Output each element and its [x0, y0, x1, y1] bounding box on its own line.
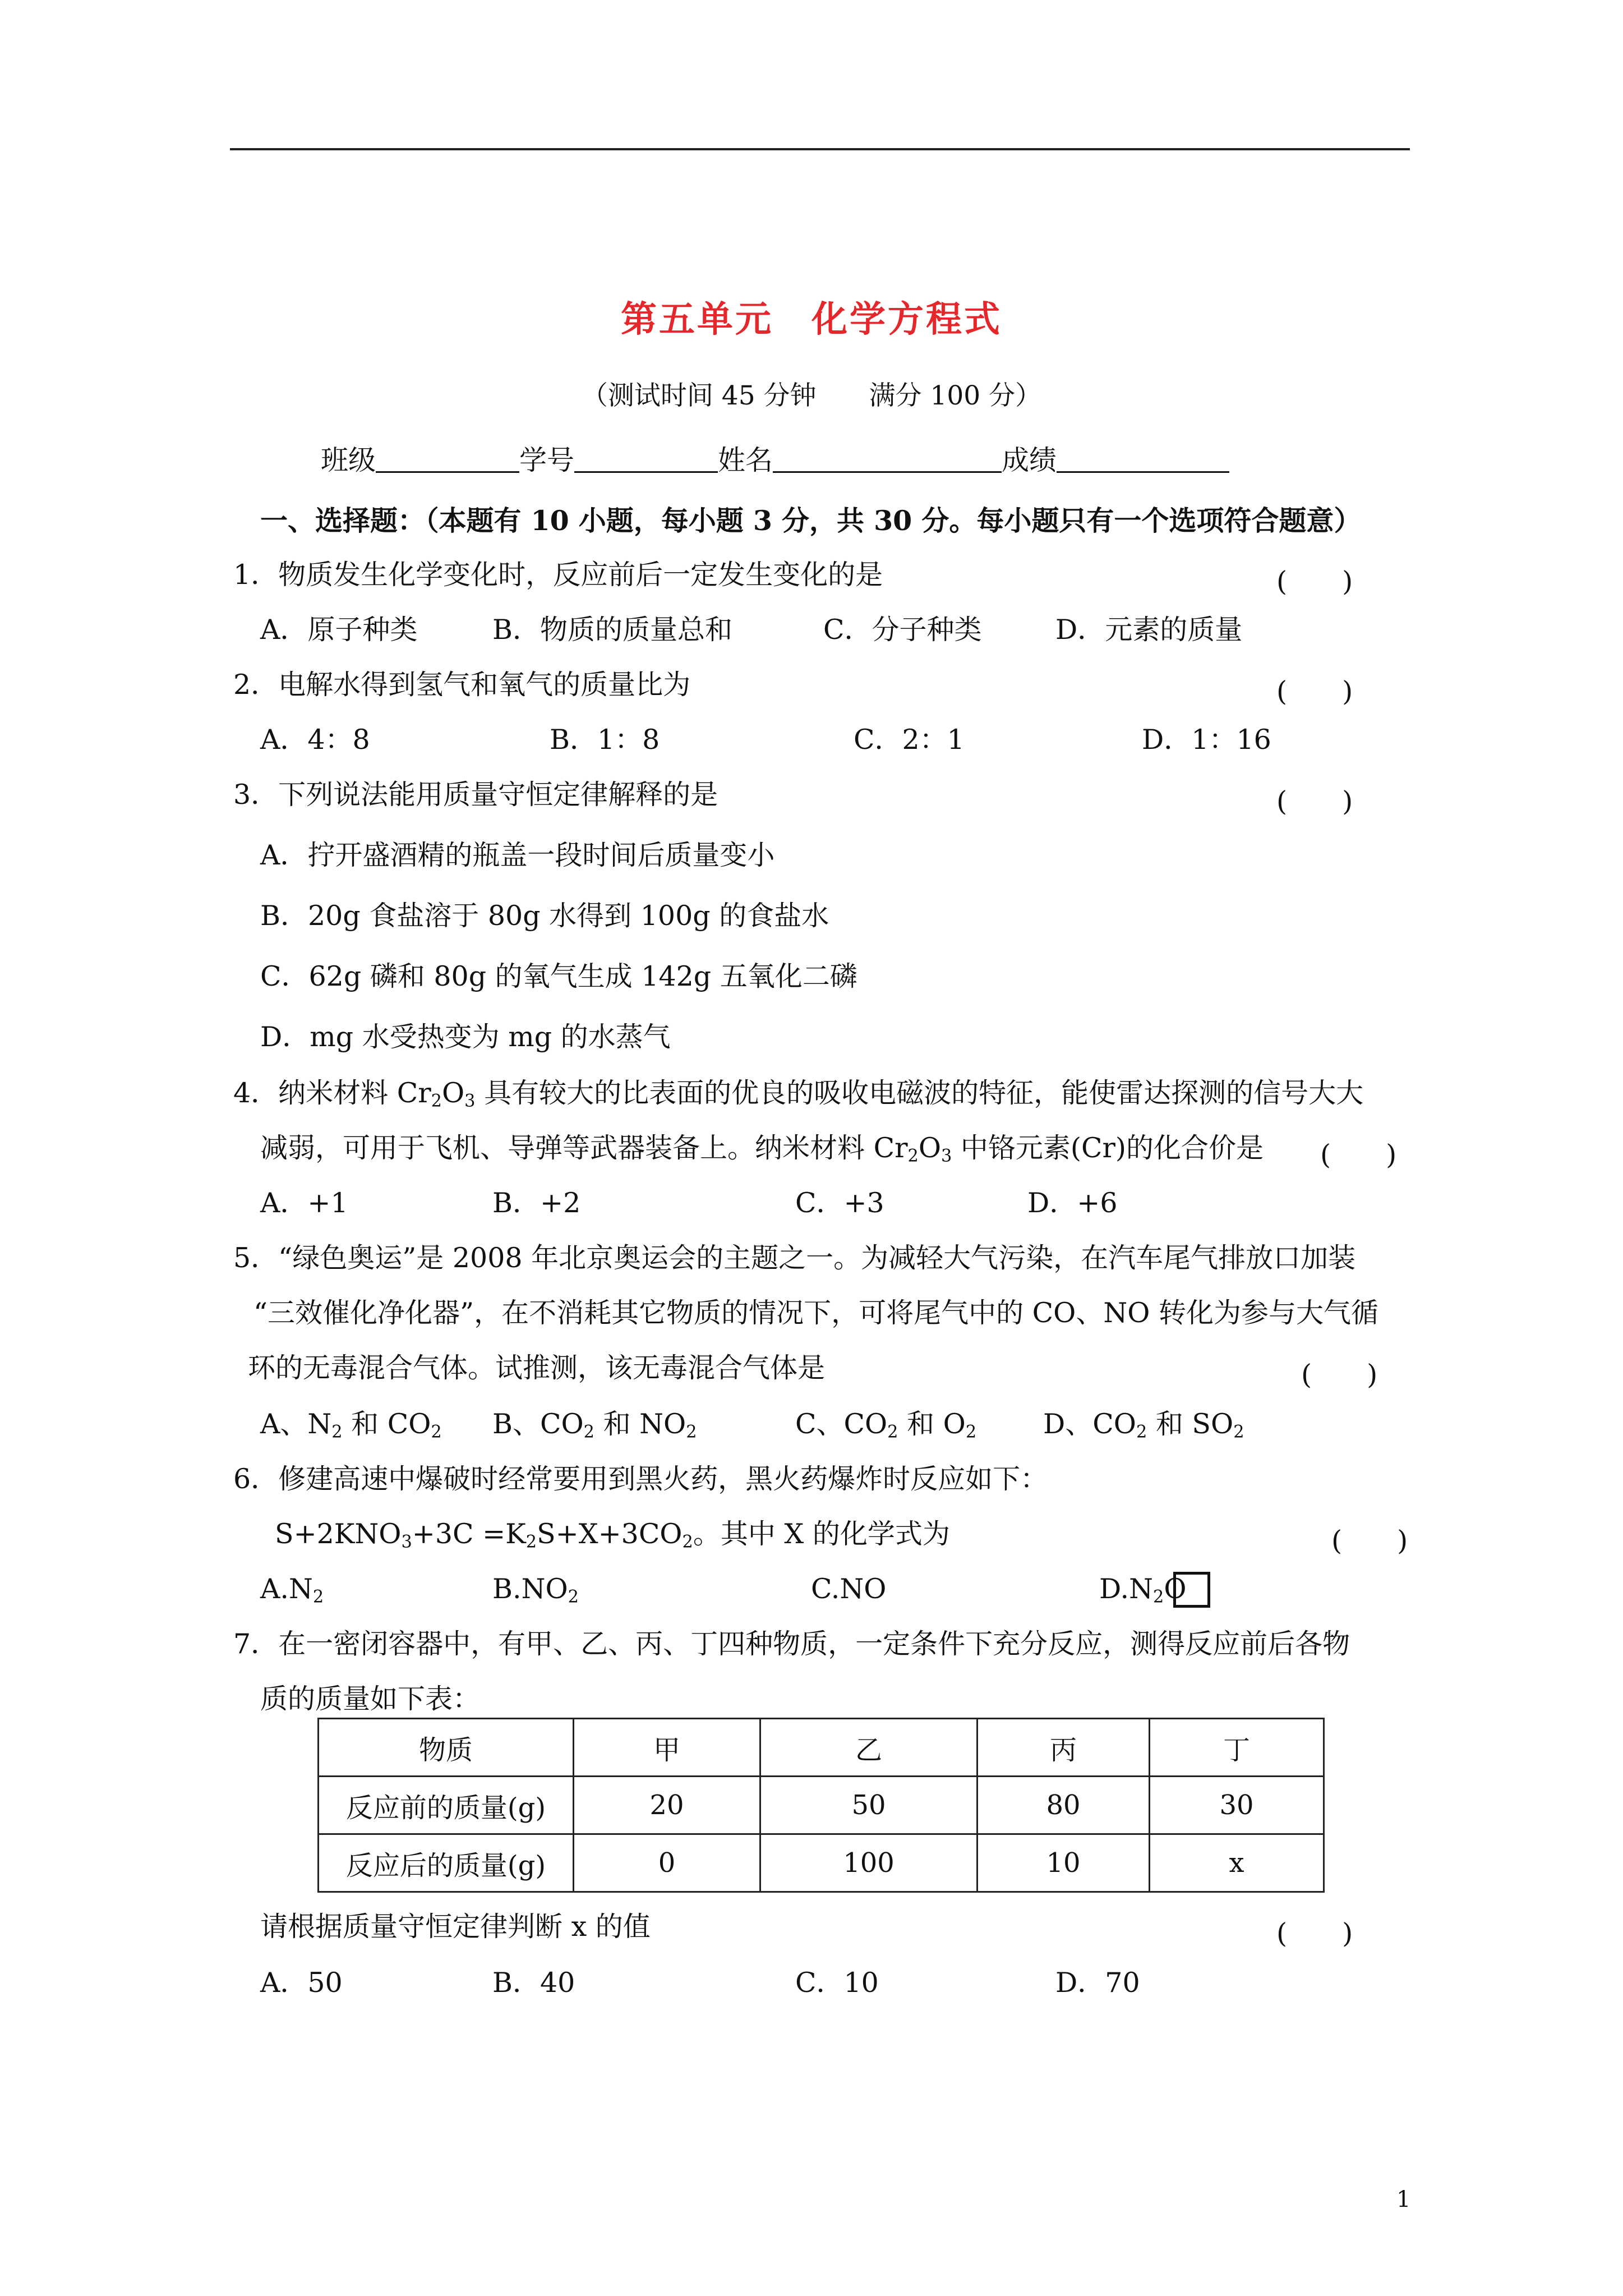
q4-stem-line2: 减弱，可用于飞机、导弹等武器装备上。纳米材料 $Cr_2O_3$ 中铬元素(Cr)的化合价是: [260, 1132, 1264, 1166]
table-cell: 80: [978, 1777, 1150, 1834]
q7-option-d: D．70: [1055, 1967, 1140, 1999]
q6-equation: $S+2KNO_3+3C =K_2S+X+3CO_2$。其中 X 的化学式为: [275, 1518, 950, 1552]
q4-stem-line1: 4．纳米材料 $Cr_2O_3$ 具有较大的比表面的优良的吸收电磁波的特征，能使雷达探测的信号大大: [233, 1077, 1364, 1111]
q5-option-b: B、$CO_2$ 和 $NO_2$: [492, 1408, 697, 1442]
q6-answer-blank: ( ): [1331, 1525, 1408, 1557]
q1-answer-blank: ( ): [1276, 565, 1353, 597]
table-cell: 50: [760, 1777, 978, 1834]
table-cell: 丁: [1150, 1719, 1324, 1777]
table-cell: 甲: [574, 1719, 760, 1777]
exam-subtitle: （测试时间 45 分钟 满分 100 分）: [581, 380, 1042, 411]
q1-stem: 1．物质发生化学变化时，反应前后一定发生变化的是: [233, 559, 883, 591]
q5-option-a: A、$N_2$ 和 $CO_2$: [260, 1408, 442, 1442]
q6-stem-line1: 6．修建高速中爆破时经常要用到黑火药，黑火药爆炸时反应如下：: [233, 1463, 1048, 1495]
page-number: 1: [1396, 2187, 1411, 2212]
q2-stem: 2．电解水得到氢气和氧气的质量比为: [233, 669, 691, 701]
table-cell: 乙: [760, 1719, 978, 1777]
q2-option-c: C．2：1: [854, 724, 965, 756]
q6-option-b: $B.NO_2$: [492, 1573, 579, 1607]
q4-option-a: A．+1: [260, 1187, 348, 1219]
score-label: 成绩: [1002, 444, 1057, 476]
q3-stem: 3．下列说法能用质量守恒定律解释的是: [233, 779, 718, 811]
q7-stem-line3: 请根据质量守恒定律判断 x 的值: [260, 1911, 651, 1943]
table-cell: 100: [760, 1834, 978, 1892]
q3-answer-blank: ( ): [1276, 785, 1353, 817]
q2-option-d: D．1：16: [1142, 724, 1271, 756]
q3-option-b: B．20g 食盐溶于 80g 水得到 100g 的食盐水: [260, 900, 829, 932]
table-cell: 反应后的质量(g): [319, 1834, 574, 1892]
q7-option-b: B．40: [492, 1967, 575, 1999]
q5-stem-line2: “三效催化净化器”，在不消耗其它物质的情况下，可将尾气中的 CO、NO 转化为参与大气循: [253, 1297, 1378, 1329]
page-title: 第五单元 化学方程式: [621, 298, 1002, 341]
q1-option-d: D．元素的质量: [1055, 614, 1243, 646]
q1-option-a: A．原子种类: [260, 614, 418, 646]
q1-option-b: B．物质的质量总和: [492, 614, 733, 646]
q5-stem-line1: 5．“绿色奥运”是 2008 年北京奥运会的主题之一。为减轻大气污染，在汽车尾气排放口加装: [233, 1242, 1356, 1274]
q6-option-d: $D.N_2O$: [1099, 1573, 1187, 1607]
q3-option-a: A．拧开盛酒精的瓶盖一段时间后质量变小: [260, 839, 775, 871]
q5-option-d: D、$CO_2$ 和 $SO_2$: [1043, 1408, 1244, 1442]
score-blank: [1057, 445, 1229, 473]
mass-table: [317, 1718, 1325, 1893]
q6-option-c: C.NO: [811, 1573, 887, 1605]
q5-option-c: C、$CO_2$ 和 $O_2$: [795, 1408, 977, 1442]
q4-option-c: C．+3: [795, 1187, 884, 1219]
table-cell: 0: [574, 1834, 760, 1892]
table-cell: 20: [574, 1777, 760, 1834]
table-cell: 物质: [319, 1719, 574, 1777]
q5-answer-blank: ( ): [1301, 1359, 1378, 1391]
table-row: [319, 1719, 1324, 1777]
q2-answer-blank: ( ): [1276, 675, 1353, 707]
q7-stem-line2: 质的质量如下表：: [260, 1683, 481, 1715]
class-label: 班级: [321, 444, 376, 476]
empty-box: [1173, 1572, 1210, 1608]
q3-option-c: C．62g 磷和 80g 的氧气生成 142g 五氧化二磷: [260, 960, 857, 992]
q4-option-b: B．+2: [492, 1187, 581, 1219]
q4-option-d: D．+6: [1027, 1187, 1118, 1219]
q3-option-d: D．mg 水受热变为 mg 的水蒸气: [260, 1021, 671, 1053]
name-blank: [773, 445, 1002, 473]
table-cell: x: [1150, 1834, 1324, 1892]
table-cell: 反应前的质量(g): [319, 1777, 574, 1834]
table-row: [319, 1834, 1324, 1892]
number-label: 学号: [519, 444, 575, 476]
q2-option-a: A．4：8: [260, 724, 370, 756]
q7-option-a: A．50: [260, 1967, 343, 1999]
class-blank: [376, 445, 519, 473]
number-blank: [574, 445, 718, 473]
q5-stem-line3: 环的无毒混合气体。试推测，该无毒混合气体是: [248, 1352, 826, 1384]
section-heading: 一、选择题：（本题有 10 小题，每小题 3 分，共 30 分。每小题只有一个选项符合题意）: [260, 504, 1362, 537]
table-cell: 30: [1150, 1777, 1324, 1834]
q2-option-b: B．1：8: [550, 724, 660, 756]
q7-answer-blank: ( ): [1276, 1917, 1353, 1949]
table-cell: 10: [978, 1834, 1150, 1892]
q4-answer-blank: ( ): [1320, 1139, 1397, 1171]
q1-option-c: C．分子种类: [823, 614, 982, 646]
table-cell: 丙: [978, 1719, 1150, 1777]
student-info-line: [321, 445, 1229, 476]
q7-option-c: C．10: [795, 1967, 879, 1999]
name-label: 姓名: [718, 444, 773, 476]
header-rule: [230, 148, 1410, 150]
q7-stem-line1: 7．在一密闭容器中，有甲、乙、丙、丁四种物质，一定条件下充分反应，测得反应前后各物: [233, 1628, 1350, 1660]
q6-option-a: $A.N_2$: [260, 1573, 324, 1607]
table-row: [319, 1777, 1324, 1834]
